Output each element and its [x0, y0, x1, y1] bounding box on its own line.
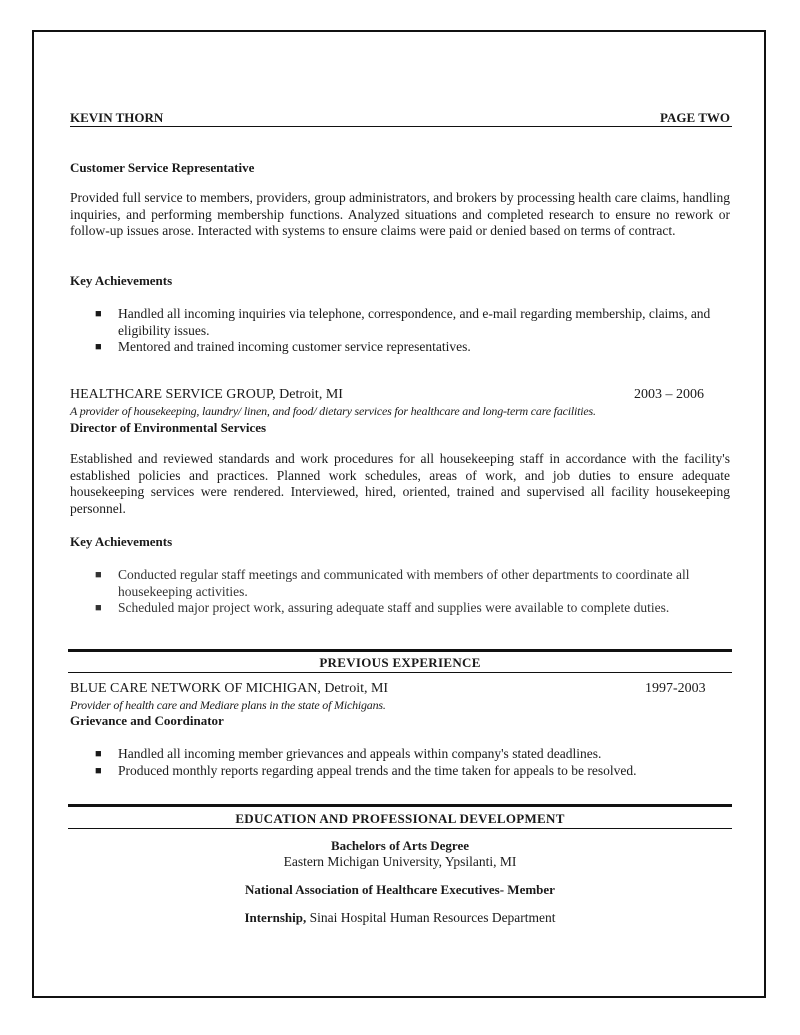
list-item: ■ Scheduled major project work, assuring adequate staff and supplies were available to complete duties.	[95, 600, 670, 615]
list-item: ■ Mentored and trained incoming customer service representatives.	[95, 339, 471, 354]
job2-employer: HEALTHCARE SERVICE GROUP, Detroit, MI	[70, 387, 343, 402]
previous-title: Grievance and Coordinator	[70, 713, 224, 728]
header-rule	[70, 126, 732, 127]
list-item: ■ Handled all incoming member grievances and appeals within company's stated deadlines.	[95, 746, 602, 761]
education-rule-top	[68, 804, 732, 807]
education-internship	[68, 910, 732, 926]
previous-list	[70, 746, 730, 779]
internship-label: Internship,	[244, 910, 307, 925]
education-heading: EDUCATION AND PROFESSIONAL DEVELOPMENT	[235, 811, 565, 826]
bullet-icon: ■	[95, 341, 102, 353]
section-rule-bottom	[68, 672, 732, 673]
job2-dates: 2003 – 2006	[634, 387, 704, 402]
education-association: National Association of Healthcare Executives- Member	[245, 882, 555, 897]
education-rule-bottom	[68, 828, 732, 829]
list-item: ■ Handled all incoming inquiries via telephone, correspondence, and e-mail regarding membership, claims, and eligibility issues.	[95, 306, 711, 338]
internship-detail: Sinai Hospital Human Resources Department	[306, 910, 556, 925]
list-item: ■ Conducted regular staff meetings and communicated with members of other departments to coordinate all housekeeping activities.	[95, 567, 690, 599]
bullet-icon: ■	[95, 764, 102, 777]
list-item: ■ Produced monthly reports regarding appeal trends and the time taken for appeals to be resolved.	[95, 762, 637, 778]
previous-dates: 1997-2003	[645, 681, 706, 696]
job2-description: Established and reviewed standards and work procedures for all housekeeping staff in accordance with the facility's established policies and practices. Planned work schedules, areas of work, and job duties to ensure adequate housekeeping services were rendered. Interviewed, hired, oriented, trained and supervised all facility housekeeping personnel.	[70, 451, 730, 516]
education-school: Eastern Michigan University, Ypsilanti, MI	[283, 854, 517, 869]
header-page: PAGE TWO	[660, 110, 730, 125]
previous-employer: BLUE CARE NETWORK OF MICHIGAN, Detroit, MI	[70, 681, 389, 696]
previous-tagline: Provider of health care and Mediare plans in the state of Michigans.	[70, 698, 386, 712]
job1-description: Provided full service to members, providers, group administrators, and brokers by processing health care claims, handling inquiries, and performing membership functions. Analyzed situations and completed research to ensure no rework or follow-up issues arose. Interacted with systems to ensure claims were paid or denied based on terms of contract.	[70, 190, 730, 238]
education-degree: Bachelors of Arts Degree	[330, 838, 470, 853]
bullet-icon: ■	[95, 569, 102, 581]
header-name: KEVIN THORN	[70, 110, 164, 125]
job1-title: Customer Service Representative	[70, 160, 255, 175]
job2-title: Director of Environmental Services	[70, 420, 267, 435]
job1-achievements-list	[70, 306, 730, 356]
previous-experience-heading: PREVIOUS EXPERIENCE	[319, 655, 481, 670]
bullet-icon: ■	[95, 308, 102, 320]
bullet-icon: ■	[95, 602, 102, 614]
job2-tagline: A provider of housekeeping, laundry/ linen, and food/ dietary services for healthcare and long-term care facilities.	[70, 404, 596, 418]
job2-achievements-list	[70, 567, 730, 617]
job1-achievements-heading: Key Achievements	[70, 273, 173, 288]
job2-achievements-heading: Key Achievements	[70, 534, 173, 549]
section-rule-top	[68, 649, 732, 652]
bullet-icon: ■	[95, 748, 102, 760]
